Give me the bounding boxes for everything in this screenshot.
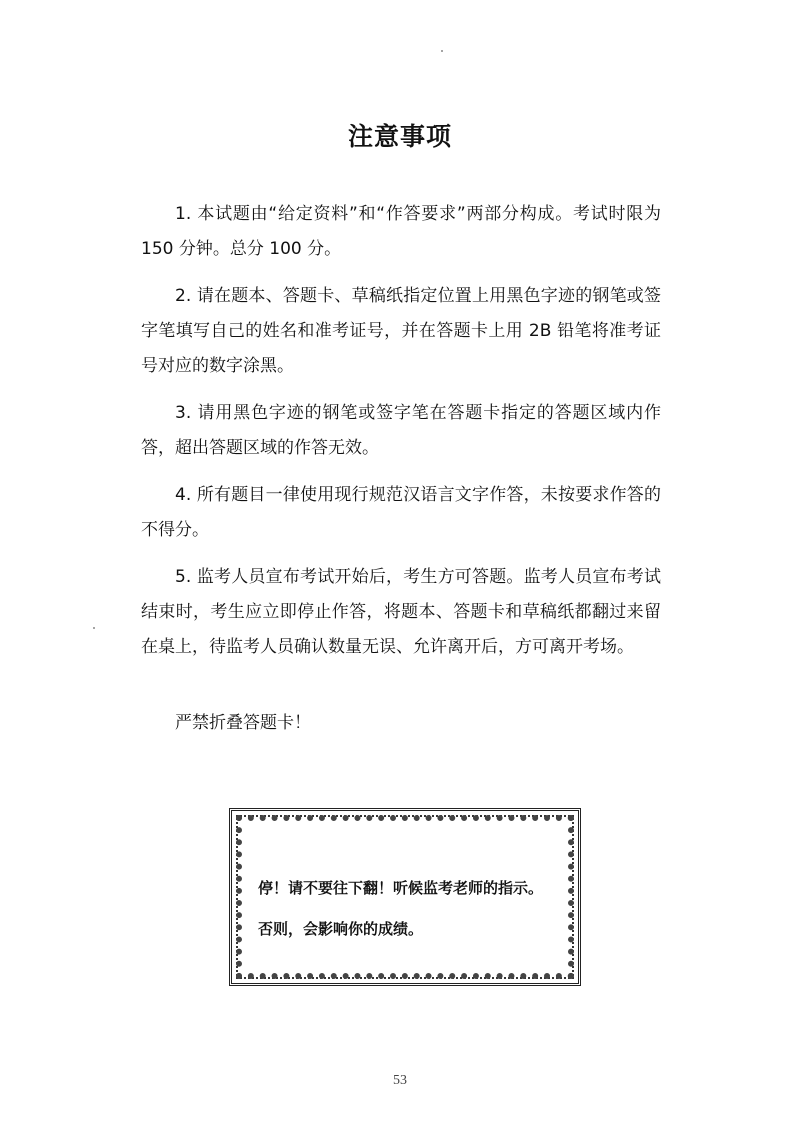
scan-speck bbox=[93, 627, 95, 629]
consequence-notice-line: 否则，会影响你的成绩。 bbox=[258, 920, 424, 938]
note-item-3: 3. 请用黑色字迹的钢笔或签字笔在答题卡指定的答题区域内作答，超出答题区域的作答无效。 bbox=[141, 403, 661, 458]
scan-speck bbox=[441, 50, 443, 52]
stop-notice-line: 停！请不要往下翻！听候监考老师的指示。 bbox=[258, 879, 544, 897]
note-item-5: 5. 监考人员宣布考试开始后，考生方可答题。监考人员宣布考试结束时，考生应立即停止作答，将题本、答题卡和草稿纸都翻过来留在桌上，待监考人员确认数量无误、允许离开后，方可离开考场。 bbox=[141, 567, 661, 657]
page-title: 注意事项 bbox=[347, 122, 452, 151]
note-item-1: 1. 本试题由“给定资料”和“作答要求”两部分构成。考试时限为 150 分钟。总分 100 分。 bbox=[141, 204, 661, 259]
note-item-2: 2. 请在题本、答题卡、草稿纸指定位置上用黑色字迹的钢笔或签字笔填写自己的姓名和准考证号，并在答题卡上用 2B 铅笔将准考证号对应的数字涂黑。 bbox=[141, 286, 661, 376]
stop-notice-box bbox=[229, 808, 581, 986]
page-number: 53 bbox=[393, 1073, 407, 1088]
fold-warning: 严禁折叠答题卡！ bbox=[175, 713, 311, 733]
note-item-4: 4. 所有题目一律使用现行规范汉语言文字作答，未按要求作答的不得分。 bbox=[141, 485, 661, 540]
notes-list bbox=[141, 197, 661, 677]
